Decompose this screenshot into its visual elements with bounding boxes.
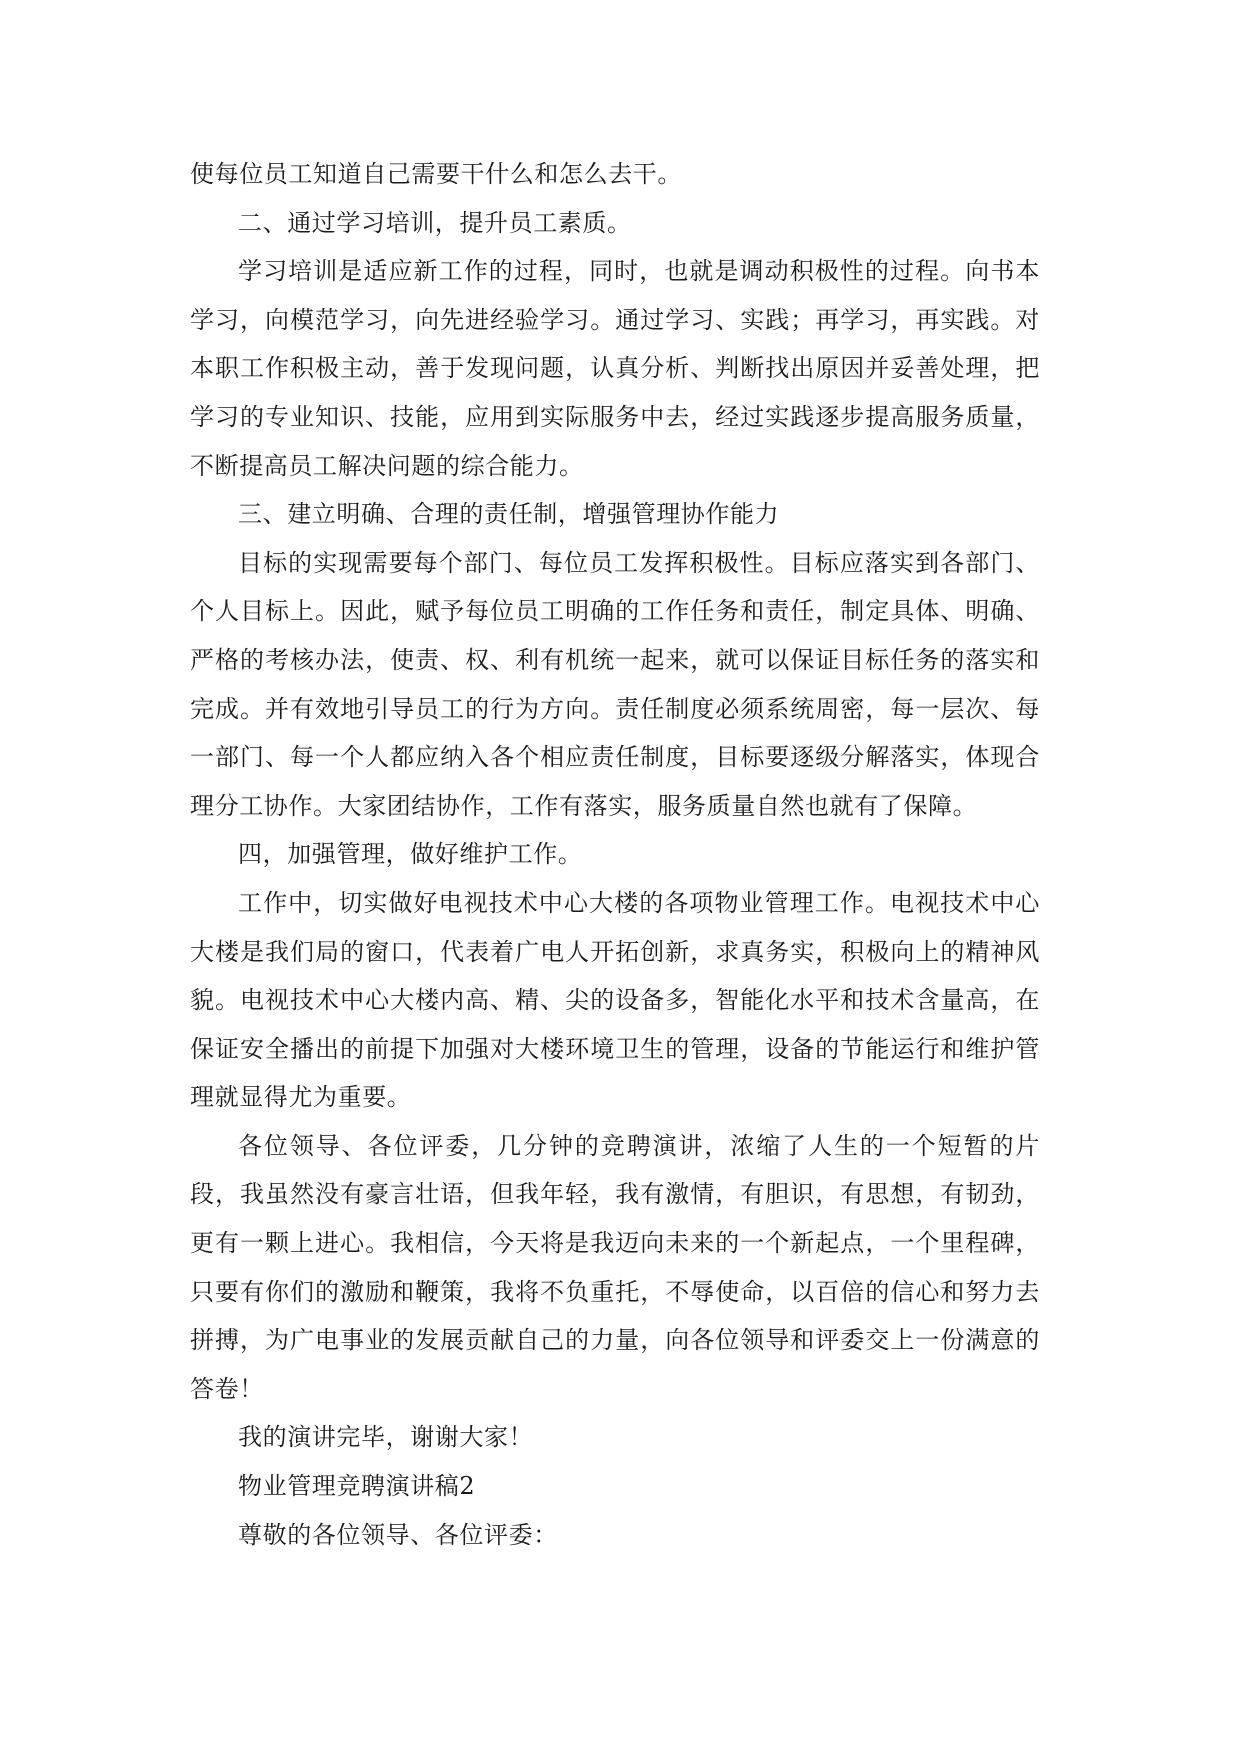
section-heading-2: 二、通过学习培训，提升员工素质。 <box>238 208 632 237</box>
paragraph-closing: 各位领导、各位评委，几分钟的竞聘演讲，浓缩了人生的一个短暂的片段，我虽然没有豪言壮语，但我年轻，我有激情，有胆识，有思想，有韧劲，更有一颗上进心。我相信，今天将是我迈向未来的一个新起点，一个里程碑，只要有你们的激励和鞭策，我将不负重托，不辱使命，以百倍的信心和努力去拼搏，为广电事业的发展贡献自己的力量，向各位领导和评委交上一份满意的答卷！ <box>190 1131 1040 1403</box>
document-body <box>190 150 1040 1559</box>
section-heading-4: 四，加强管理，做好维护工作。 <box>238 840 583 869</box>
paragraph-responsibility: 目标的实现需要每个部门、每位员工发挥积极性。目标应落实到各部门、个人目标上。因此，赋予每位员工明确的工作任务和责任，制定具体、明确、严格的考核办法，使责、权、利有机统一起来，就可以保证目标任务的落实和完成。并有效地引导员工的行为方向。责任制度必须系统周密，每一层次、每一部门、每一个人都应纳入各个相应责任制度，目标要逐级分解落实，体现合理分工协作。大家团结协作，工作有落实，服务质量自然也就有了保障。 <box>190 548 1040 820</box>
speech-title-2: 物业管理竞聘演讲稿2 <box>238 1472 476 1501</box>
salutation: 尊敬的各位领导、各位评委： <box>238 1520 558 1549</box>
paragraph-training: 学习培训是适应新工作的过程，同时，也就是调动积极性的过程。向书本学习，向模范学习，向先进经验学习。通过学习、实践；再学习，再实践。对本职工作积极主动，善于发现问题，认真分析、判断找出原因并妥善处理，把学习的专业知识、技能，应用到实际服务中去，经过实践逐步提高服务质量，不断提高员工解决问题的综合能力。 <box>190 257 1040 480</box>
section-heading-3: 三、建立明确、合理的责任制，增强管理协作能力 <box>238 500 780 529</box>
paragraph-management: 工作中，切实做好电视技术中心大楼的各项物业管理工作。电视技术中心大楼是我们局的窗口，代表着广电人开拓创新，求真务实，积极向上的精神风貌。电视技术中心大楼内高、精、尖的设备多，智能化水平和技术含量高，在保证安全播出的前提下加强对大楼环境卫生的管理，设备的节能运行和维护管理就显得尤为重要。 <box>190 888 1040 1112</box>
paragraph-thanks: 我的演讲完毕，谢谢大家！ <box>238 1423 534 1452</box>
paragraph-continuation: 使每位员工知道自己需要干什么和怎么去干。 <box>190 160 682 188</box>
